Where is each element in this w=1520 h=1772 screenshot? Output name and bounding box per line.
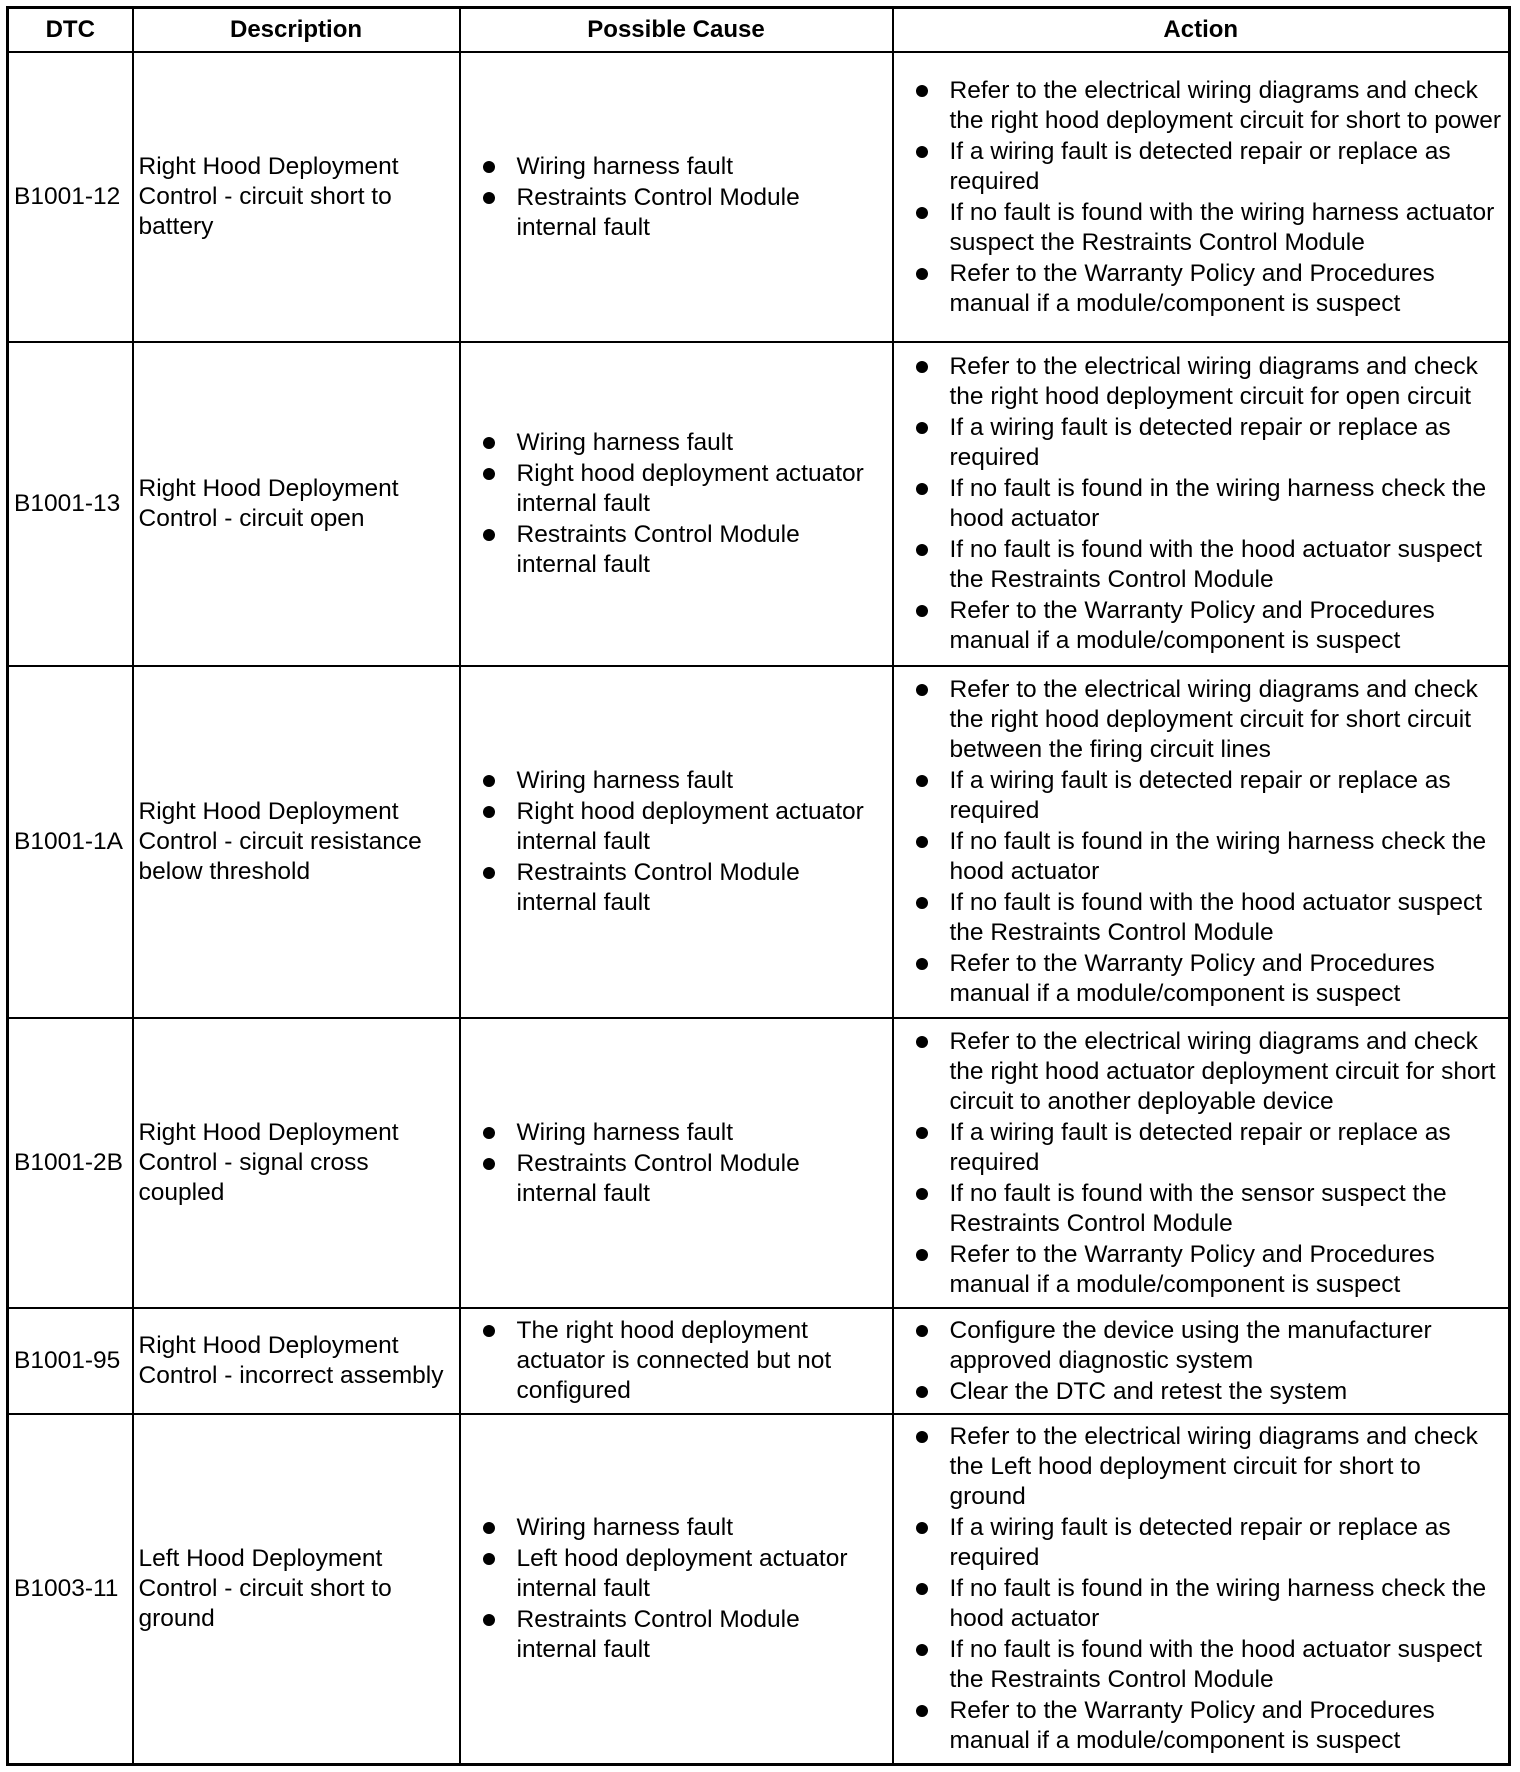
action-item (916, 949, 1503, 1009)
action-text: If no fault is found in the wiring harness check the hood actuator (949, 828, 1487, 885)
header-action: Action (893, 8, 1510, 53)
cause-item (483, 1513, 884, 1543)
possible-cause-cell (460, 342, 893, 666)
cause-text: Wiring harness fault (516, 767, 734, 794)
action-text: Refer to the Warranty Policy and Procedures manual if a module/component is suspect (949, 597, 1435, 654)
possible-cause-cell (460, 1308, 893, 1414)
action-item (916, 1118, 1503, 1178)
table-row (8, 1414, 1510, 1764)
action-item (916, 1513, 1503, 1573)
action-text: If no fault is found with the hood actuator suspect the Restraints Control Module (949, 536, 1483, 593)
cause-item (483, 766, 884, 796)
cause-text: Restraints Control Module internal fault (516, 1605, 800, 1663)
action-cell (893, 1308, 1510, 1414)
cause-text: Restraints Control Module internal fault (516, 183, 800, 241)
possible-cause-cell (460, 666, 893, 1018)
bullet-icon (916, 544, 928, 556)
action-item (916, 1316, 1503, 1376)
bullet-icon (916, 1036, 928, 1048)
action-text: Clear the DTC and retest the system (949, 1377, 1348, 1405)
dtc-code: B1001-1A (8, 666, 133, 1018)
bullet-icon (916, 775, 928, 787)
possible-cause-cell (460, 1414, 893, 1764)
cause-item (483, 183, 884, 243)
action-item (916, 1635, 1503, 1695)
action-item (916, 1377, 1503, 1407)
cause-text: Wiring harness fault (516, 1513, 734, 1541)
dtc-description: Right Hood Deployment Control - incorrect assembly (133, 1308, 460, 1414)
bullet-icon (916, 1127, 928, 1139)
action-item (916, 1422, 1503, 1512)
table-row (8, 342, 1510, 666)
action-item (916, 198, 1503, 258)
header-dtc: DTC (8, 8, 133, 53)
action-text: Refer to the Warranty Policy and Procedures manual if a module/component is suspect (949, 1696, 1435, 1754)
bullet-icon (916, 958, 928, 970)
action-cell (893, 1414, 1510, 1764)
bullet-icon (483, 1127, 495, 1139)
action-item (916, 535, 1503, 595)
header-row (8, 8, 1510, 53)
bullet-icon (483, 468, 495, 480)
cause-text: Restraints Control Module internal fault (516, 859, 800, 916)
dtc-code: B1003-11 (8, 1414, 133, 1764)
cause-text: Left hood deployment actuator internal fault (516, 1544, 848, 1602)
action-text: Refer to the electrical wiring diagrams and check the right hood deployment circuit for short circuit between the firing circuit lines (949, 676, 1478, 763)
bullet-icon (483, 1614, 495, 1626)
action-text: Refer to the Warranty Policy and Procedures manual if a module/component is suspect (949, 1240, 1435, 1298)
bullet-icon (916, 897, 928, 909)
action-cell (893, 52, 1510, 342)
dtc-description: Right Hood Deployment Control - circuit open (133, 342, 460, 666)
action-text: If a wiring fault is detected repair or replace as required (949, 414, 1451, 471)
bullet-icon (916, 1431, 928, 1443)
bullet-icon (916, 85, 928, 97)
cause-text: The right hood deployment actuator is connected but not configured (516, 1317, 832, 1404)
cause-text: Right hood deployment actuator internal fault (516, 798, 864, 855)
dtc-code: B1001-2B (8, 1018, 133, 1308)
bullet-icon (483, 775, 495, 787)
cause-item (483, 1605, 884, 1665)
table-row (8, 52, 1510, 342)
possible-cause-cell (460, 1018, 893, 1308)
cause-item (483, 152, 884, 182)
bullet-icon (916, 207, 928, 219)
dtc-code: B1001-13 (8, 342, 133, 666)
dtc-description: Right Hood Deployment Control - circuit resistance below threshold (133, 666, 460, 1018)
cause-text: Restraints Control Module internal fault (516, 1149, 800, 1207)
action-item (916, 596, 1503, 656)
cause-item (483, 1149, 884, 1209)
bullet-icon (483, 867, 495, 879)
action-text: If a wiring fault is detected repair or replace as required (949, 767, 1451, 824)
action-item (916, 474, 1503, 534)
action-item (916, 259, 1503, 319)
bullet-icon (916, 1583, 928, 1595)
possible-cause-cell (460, 52, 893, 342)
action-item (916, 352, 1503, 412)
bullet-icon (916, 1188, 928, 1200)
bullet-icon (916, 483, 928, 495)
action-item (916, 1027, 1503, 1117)
table-row (8, 666, 1510, 1018)
cause-item (483, 1118, 884, 1148)
cause-text: Wiring harness fault (516, 152, 734, 180)
action-text: If a wiring fault is detected repair or replace as required (949, 137, 1451, 195)
action-text: If no fault is found with the hood actuator suspect the Restraints Control Module (949, 1635, 1483, 1693)
action-item (916, 675, 1503, 765)
bullet-icon (916, 1705, 928, 1717)
bullet-icon (916, 146, 928, 158)
action-cell (893, 666, 1510, 1018)
action-text: If no fault is found in the wiring harness check the hood actuator (949, 1574, 1487, 1632)
action-text: Refer to the Warranty Policy and Procedures manual if a module/component is suspect (949, 950, 1435, 1007)
bullet-icon (916, 1522, 928, 1534)
dtc-code: B1001-95 (8, 1308, 133, 1414)
bullet-icon (916, 268, 928, 280)
bullet-icon (483, 806, 495, 818)
bullet-icon (916, 836, 928, 848)
action-item (916, 1574, 1503, 1634)
bullet-icon (483, 192, 495, 204)
cause-text: Right hood deployment actuator internal fault (516, 460, 864, 517)
action-text: If no fault is found in the wiring harness check the hood actuator (949, 475, 1487, 532)
action-item (916, 1696, 1503, 1756)
bullet-icon (916, 422, 928, 434)
dtc-description: Right Hood Deployment Control - signal cross coupled (133, 1018, 460, 1308)
bullet-icon (483, 437, 495, 449)
cause-item (483, 1544, 884, 1604)
action-item (916, 76, 1503, 136)
header-description: Description (133, 8, 460, 53)
action-item (916, 888, 1503, 948)
bullet-icon (916, 1386, 928, 1398)
bullet-icon (483, 161, 495, 173)
dtc-code: B1001-12 (8, 52, 133, 342)
dtc-description: Left Hood Deployment Control - circuit short to ground (133, 1414, 460, 1764)
cause-item (483, 1316, 884, 1406)
action-text: If no fault is found with the wiring harness actuator suspect the Restraints Control Module (949, 198, 1495, 256)
action-text: If a wiring fault is detected repair or replace as required (949, 1118, 1451, 1176)
action-item (916, 137, 1503, 197)
cause-item (483, 797, 884, 857)
cause-item (483, 428, 884, 458)
action-item (916, 1240, 1503, 1300)
bullet-icon (483, 529, 495, 541)
action-text: Refer to the Warranty Policy and Procedures manual if a module/component is suspect (949, 259, 1435, 317)
action-text: Refer to the electrical wiring diagrams and check the right hood deployment circuit for short to power (949, 76, 1502, 134)
bullet-icon (916, 684, 928, 696)
action-text: Refer to the electrical wiring diagrams and check the right hood actuator deployment circuit for short circuit to another deployable device (949, 1027, 1496, 1115)
bullet-icon (483, 1522, 495, 1534)
action-text: If no fault is found with the hood actuator suspect the Restraints Control Module (949, 889, 1483, 946)
action-cell (893, 1018, 1510, 1308)
bullet-icon (916, 1325, 928, 1337)
action-text: Refer to the electrical wiring diagrams and check the right hood deployment circuit for open circuit (949, 353, 1478, 410)
bullet-icon (916, 605, 928, 617)
header-possible-cause: Possible Cause (460, 8, 893, 53)
table-row (8, 1308, 1510, 1414)
bullet-icon (916, 1249, 928, 1261)
action-text: Configure the device using the manufacturer approved diagnostic system (949, 1316, 1432, 1374)
bullet-icon (916, 361, 928, 373)
cause-text: Wiring harness fault (516, 1118, 734, 1146)
dtc-table (6, 6, 1511, 1766)
action-text: Refer to the electrical wiring diagrams and check the Left hood deployment circuit for short to ground (949, 1422, 1478, 1510)
cause-item (483, 520, 884, 580)
action-cell (893, 342, 1510, 666)
dtc-description: Right Hood Deployment Control - circuit short to battery (133, 52, 460, 342)
action-text: If no fault is found with the sensor suspect the Restraints Control Module (949, 1179, 1447, 1237)
action-item (916, 413, 1503, 473)
bullet-icon (483, 1553, 495, 1565)
cause-text: Restraints Control Module internal fault (516, 521, 800, 578)
table-row (8, 1018, 1510, 1308)
cause-item (483, 858, 884, 918)
cause-text: Wiring harness fault (516, 429, 734, 456)
bullet-icon (483, 1158, 495, 1170)
action-item (916, 766, 1503, 826)
action-item (916, 1179, 1503, 1239)
action-item (916, 827, 1503, 887)
bullet-icon (916, 1644, 928, 1656)
action-text: If a wiring fault is detected repair or replace as required (949, 1513, 1451, 1571)
bullet-icon (483, 1325, 495, 1337)
cause-item (483, 459, 884, 519)
